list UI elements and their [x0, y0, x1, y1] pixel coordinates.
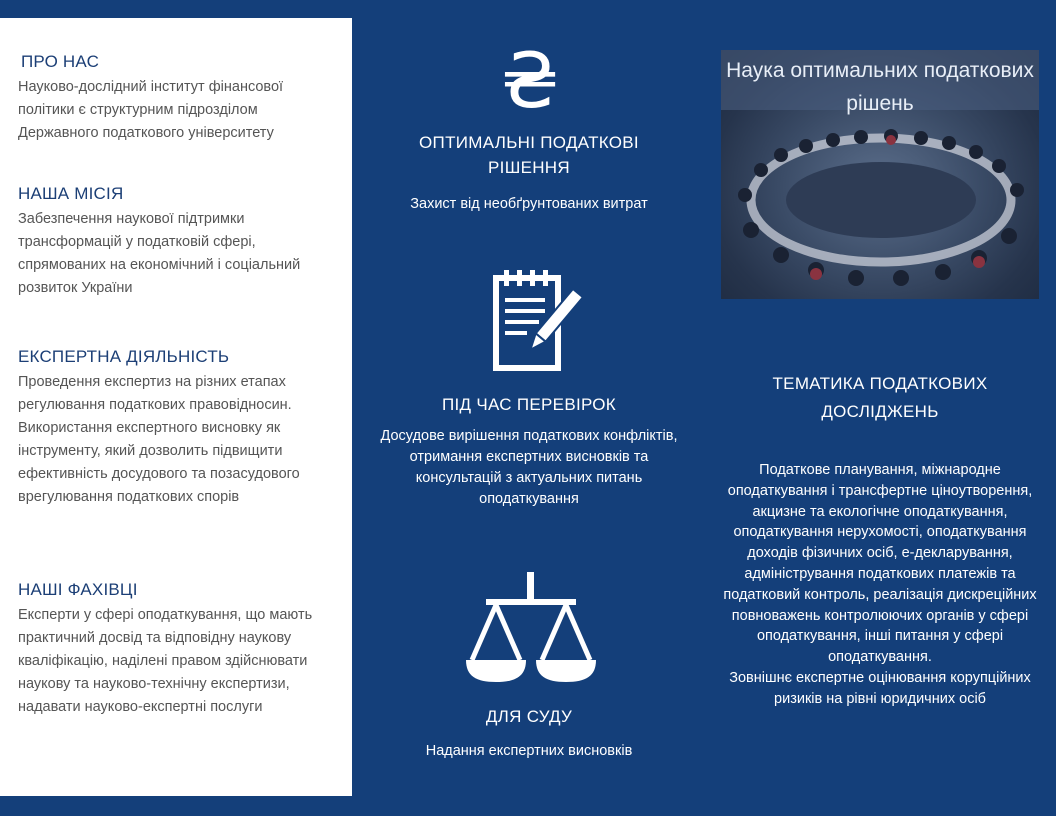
about-text: Науково-дослідний інститут фінансової політики є структурним підрозділом Державного податкового університету	[18, 79, 284, 141]
topics-text: Податкове планування, міжнародне оподаткування і трансфертне ціноутворення, акцизне та екологічне оподаткування, оподаткування нерухомості, оподаткування доходів фізичних осіб, е-декларування, адміністрування податкових платежів та податковий контроль, реалізація дискреційних повноважень контролюючих органів у сфері оподаткування, інші питання у сфері оподаткування.	[723, 462, 1037, 666]
mission-section	[18, 184, 338, 300]
about-section	[18, 52, 338, 145]
experts-text: Експерти у сфері оподаткування, що мають практичний досвід та відповідну наукову кваліфікацію, наділені правом здійснювати наукову та науково-технічну експертизи, надавати науково-експертні послуги	[18, 607, 313, 715]
mission-text: Забезпечення наукової підтримки трансформацій у податковій сфері, спрямованих на економічний і соціальний розвиток України	[18, 211, 301, 296]
photo-title: Наука оптимальних податкових рішень	[726, 59, 1034, 115]
court-text: Надання експертних висновків	[425, 743, 633, 759]
audits-text: Досудове вирішення податкових конфліктів, отримання експертних висновків та консультацій з актуальних питань оподаткування	[380, 428, 678, 507]
topics-section	[716, 370, 1044, 710]
left-panel	[0, 18, 352, 796]
audits-title: ПІД ЧАС ПЕРЕВІРОК	[442, 395, 616, 414]
mission-title: НАША МІСІЯ	[18, 184, 124, 203]
hryvnia-icon: ₴	[500, 36, 560, 125]
court-section	[356, 704, 702, 762]
about-title: ПРО НАС	[21, 52, 100, 71]
topics-text-2: Зовнішнє експертне оцінювання корупційних ризиків на рівні юридичних осіб	[729, 669, 1031, 707]
topics-title: ТЕМАТИКА ПОДАТКОВИХ ДОСЛІДЖЕНЬ	[772, 374, 988, 421]
optimal-title: ОПТИМАЛЬНІ ПОДАТКОВІ РІШЕННЯ	[419, 133, 639, 177]
experts-section	[18, 580, 338, 719]
expert-text: Проведення експертиз на різних етапах регулювання податкових правовідносин. Використання експертного висновку як інструменту, який дозволить підвищити ефективність досудового та позасудового врегулювання податкових спорів	[18, 374, 300, 505]
notepad-pen-icon	[488, 268, 592, 374]
court-title: ДЛЯ СУДУ	[485, 707, 573, 726]
conference-photo	[721, 50, 1039, 299]
scales-icon	[466, 572, 596, 684]
experts-title: НАШІ ФАХІВЦІ	[18, 580, 138, 599]
optimal-section	[356, 130, 702, 215]
optimal-text: Захист від необґрунтованих витрат	[410, 196, 648, 212]
expert-title: ЕКСПЕРТНА ДІЯЛЬНІСТЬ	[18, 347, 230, 366]
expert-section	[18, 347, 338, 509]
audits-section	[356, 392, 702, 510]
